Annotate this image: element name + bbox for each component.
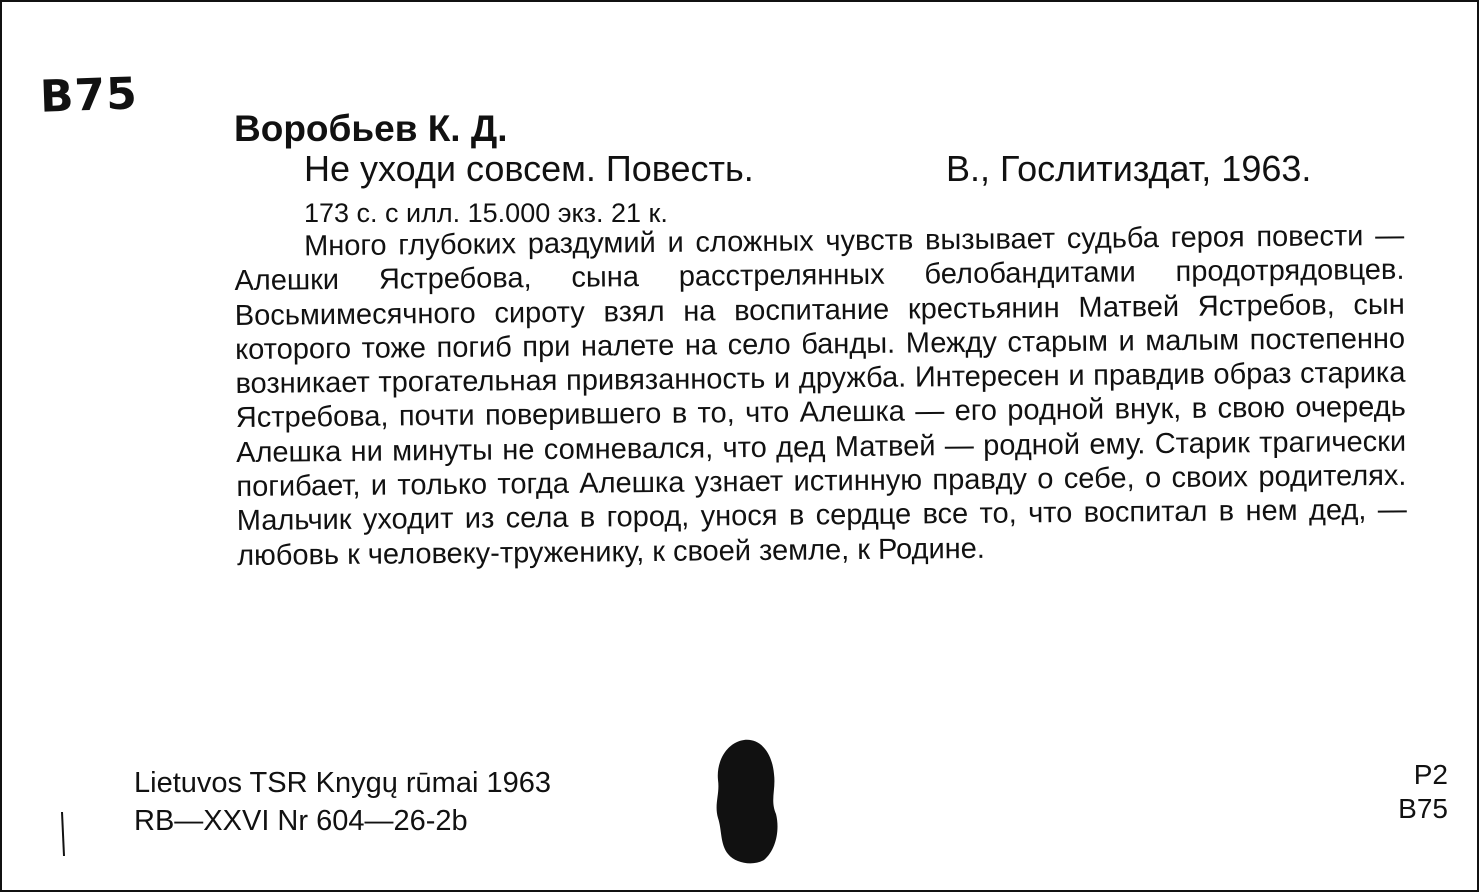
- handwritten-shelf-code: B75: [39, 68, 139, 123]
- book-title: Не уходи совсем. Повесть.: [304, 148, 754, 189]
- ink-blot: [714, 738, 780, 866]
- annotation-paragraph: Много глубоких раздумий и сложных чувств вызывает судьба героя повести — Алешки Ястребова, сына расстрелянных белобандитами продотрядовцев. Восьмимесячного сироту взял на воспитание крестьянин Матвей Ястребов, сын которого тоже погиб при налете на село банды. Между старым и малым постепенно возникает трогательная привязанность и дружба. Интересен и правдив образ старика Ястребова, почти поверившего в то, что Алешка — его родной внук, в свою очередь Алешка ни минуты не сомневался, что дед Матвей — родной ему. Старик трагически погибает, и только тогда Алешка узнает истинную правду о себе, о своих родителях. Мальчик уходит из села в город, унося в сердце все то, что воспитал в нем дед, — любовь к человеку-труженику, к своей земле, к Родине.: [234, 219, 1407, 572]
- imprint: В., Гослитиздат, 1963.: [946, 148, 1312, 189]
- author-heading: Воробьев К. Д.: [234, 108, 508, 149]
- publisher-line-1: Lietuvos TSR Knygų rūmai 1963: [134, 767, 551, 799]
- collation: 173 с. с илл. 15.000 экз. 21 к.: [304, 198, 668, 228]
- publisher-imprint: [134, 764, 551, 840]
- shelf-mark-line-1: Р2: [1413, 759, 1448, 790]
- shelf-mark-line-2: В75: [1398, 793, 1448, 824]
- margin-tick-mark: [58, 810, 68, 858]
- shelf-mark: [1338, 758, 1448, 826]
- publisher-line-2: RB—XXVI Nr 604—26-2b: [134, 805, 468, 837]
- title-line: [304, 148, 1402, 190]
